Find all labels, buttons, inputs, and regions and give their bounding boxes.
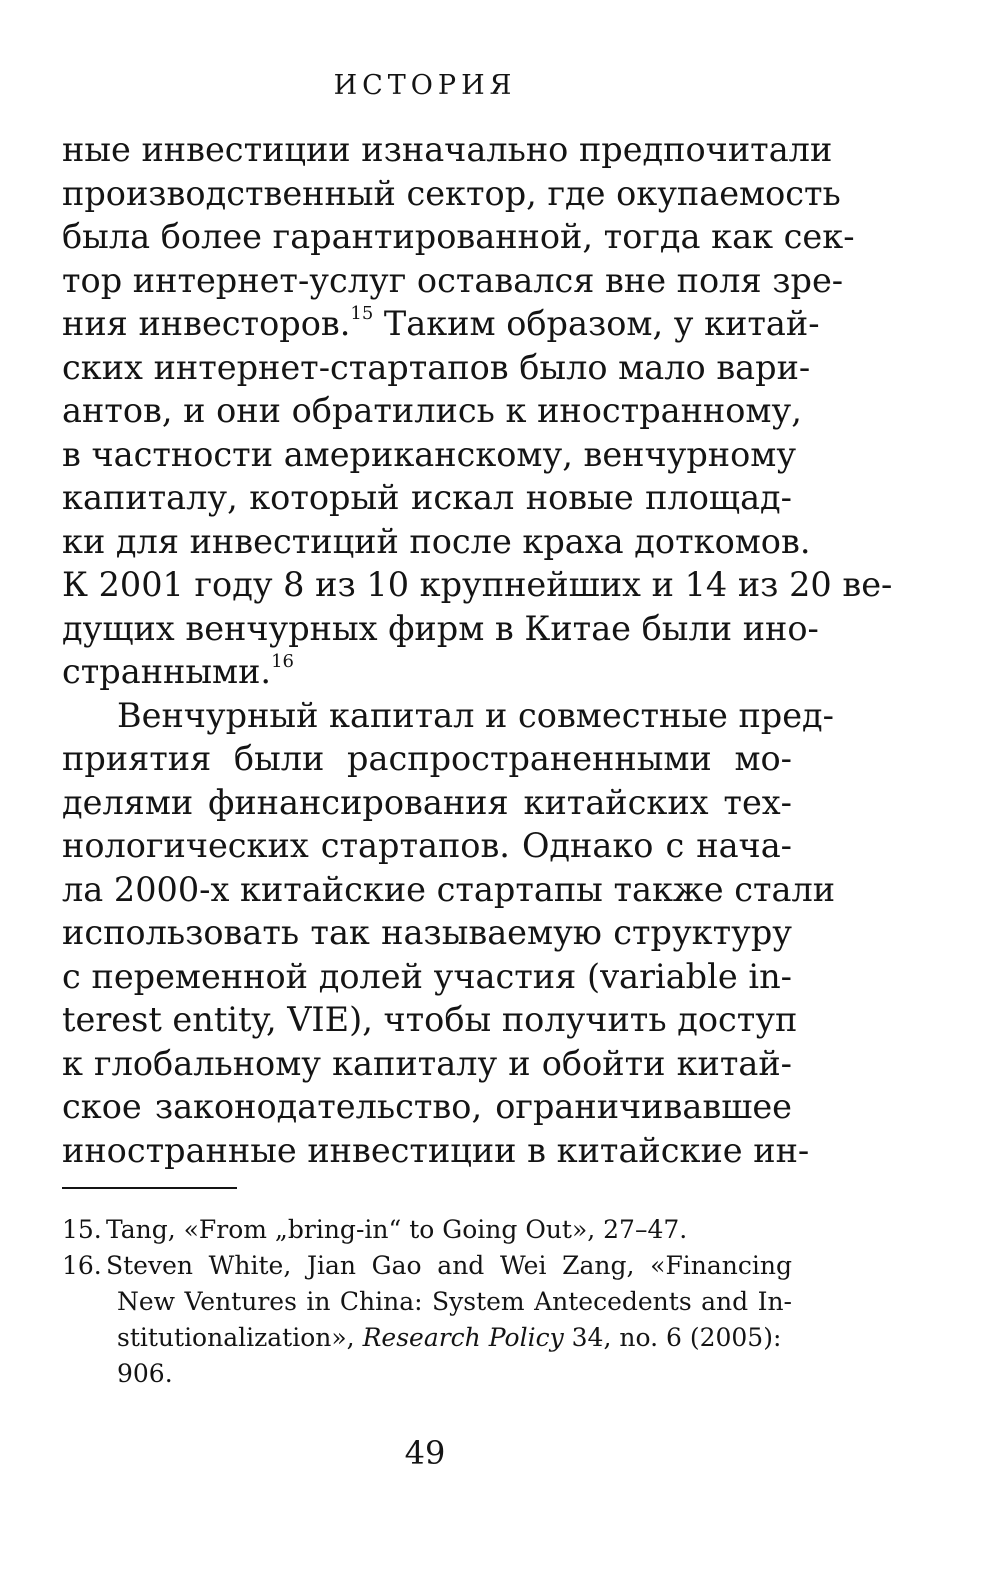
footnote-number: 16. [62,1251,102,1280]
footnote-text: Tang, «From „bring-in“ to Going Out», 27–47. [106,1215,688,1244]
text-line: дущих венчурных фирм в Китае были ино- [62,608,819,648]
journal-title: Research Policy [362,1323,564,1352]
text-line: была более гарантированной, тогда как сек- [62,217,855,256]
text-segment: ния инвесторов. [62,304,351,343]
paragraph-2 [62,694,836,1173]
text-line: производственный сектор, где окупаемость [62,173,841,213]
text-line [62,302,820,346]
footnote-16-line: 906. [117,1359,173,1388]
text-line: тор интернет-услуг оставался вне поля зре- [62,260,844,300]
text-line: ные инвестиции изначально предпочитали [62,130,833,169]
footnote-text: 34, no. 6 (2005): [563,1323,782,1352]
text-line: ское законодательство, ограничивавшее [62,1087,792,1126]
text-segment: Таким образом, у китай- [373,304,820,343]
text-line: ских интернет-стартапов было мало вари- [62,347,811,387]
footnote-separator [62,1187,237,1189]
footnote-16-line [62,1320,792,1356]
footnote-ref-15: 15 [350,303,374,324]
text-line: в частности американскому, венчурному [62,434,797,474]
footnote-16 [62,1248,792,1284]
footnote-text: stitutionalization», [117,1323,363,1352]
text-line: с переменной долей участия (variable in- [62,956,792,996]
footnote-ref-16: 16 [271,651,294,672]
text-line: приятия были распространенными мо- [62,739,792,778]
text-line: нологических стартапов. Однако с нача- [62,826,792,865]
text-line: делями финансирования китайских тех- [62,782,792,822]
footnote-number: 15. [62,1215,102,1244]
text-line: Венчурный капитал и совместные пред- [117,695,834,735]
footnote-text: Steven White, Jian Gao and Wei Zang, «Financing [106,1251,792,1280]
page-number: 49 [404,1434,446,1472]
body-text [62,128,893,1172]
paragraph-1 [62,128,893,694]
text-line [62,650,792,694]
text-line: антов, и они обратились к иностранному, [62,391,802,430]
footnote-15 [62,1212,792,1248]
text-line: К 2001 году 8 из 10 крупнейших и 14 из 20 ве- [62,565,893,604]
footnote-16-line: New Ventures in China: System Antecedents and In- [117,1287,792,1316]
text-line: иностранные инвестиции в китайские ин- [62,1130,810,1170]
text-line: ки для инвестиций после краха доткомов. [62,521,811,561]
text-line: к глобальному капиталу и обойти китай- [62,1043,792,1083]
text-segment: странными. [62,652,272,691]
text-line: капиталу, который искал новые площад- [62,478,792,517]
text-line: terest entity, VIE), чтобы получить доступ [62,1000,798,1039]
text-line: использовать так называемую структуру [62,913,792,952]
text-line: ла 2000-х китайские стартапы также стали [62,869,836,909]
footnotes [62,1212,792,1392]
running-head: ИСТОРИЯ [333,70,517,101]
